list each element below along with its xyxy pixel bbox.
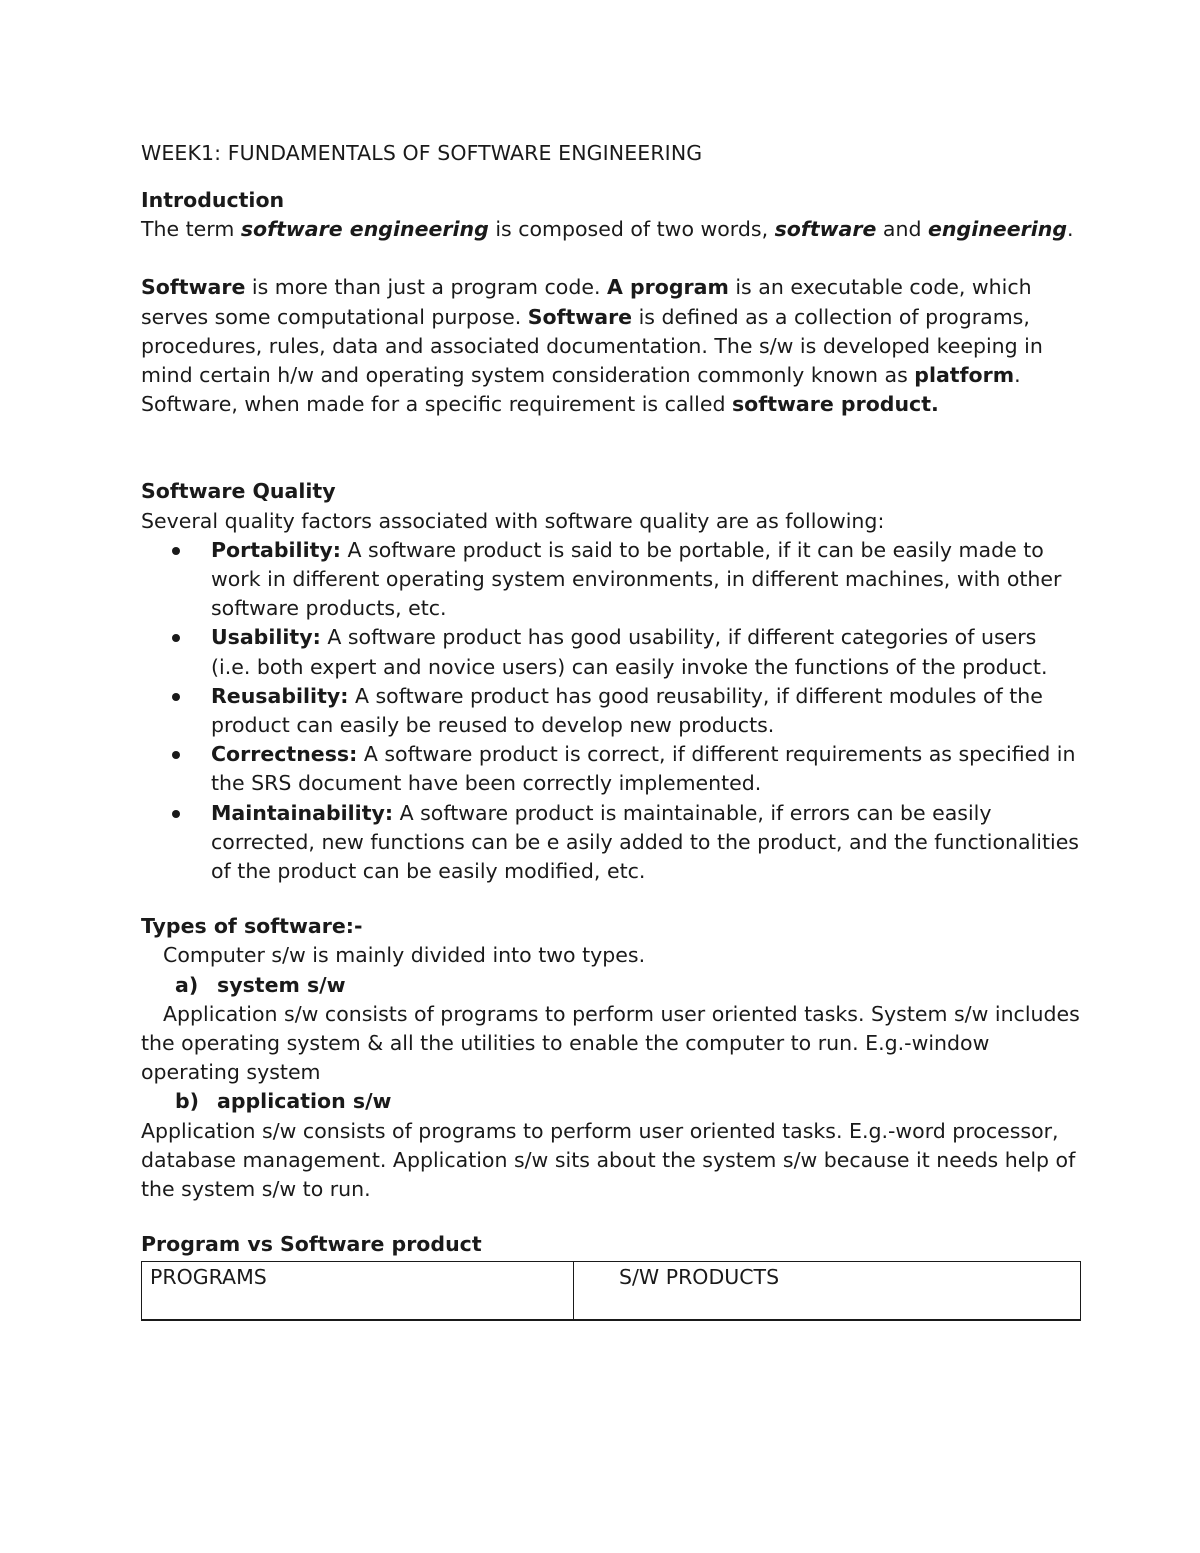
quality-lead: Several quality factors associated with software quality are as following: <box>141 508 885 533</box>
table-header-programs: PROGRAMS <box>142 1261 574 1320</box>
intro-heading: Introduction <box>141 188 285 212</box>
application-sw-subheading: b) application s/w <box>175 1089 392 1114</box>
quality-factor-item: Portability: A software product is said to be portable, if it can be easily made to work in different operating system environments, in different machines, with other software products, etc. <box>141 536 1081 624</box>
types-heading: Types of software:- <box>141 914 363 939</box>
document-page <box>141 139 1081 1321</box>
table-row <box>142 1261 1081 1320</box>
table-header-sw-products: S/W PRODUCTS <box>574 1261 1081 1320</box>
bullet-icon <box>172 693 180 701</box>
quality-factor-item: Usability: A software product has good usability, if different categories of users (i.e. both expert and novice users) can easily invoke the functions of the product. <box>141 623 1081 681</box>
bullet-icon <box>172 547 180 555</box>
system-sw-text: Application s/w consists of programs to perform user oriented tasks. System s/w includes the operating system & all the utilities to enable the computer to run. E.g.-window operating system <box>141 1001 1080 1085</box>
quality-factor-item: Maintainability: A software product is maintainable, if errors can be easily corrected, new functions can be e asily added to the product, and the functionalities of the product can be easily modified, etc. <box>141 799 1081 887</box>
document-title: WEEK1: FUNDAMENTALS OF SOFTWARE ENGINEERING <box>141 141 703 165</box>
comparison-table <box>141 1261 1081 1321</box>
system-sw-subheading: a) system s/w <box>175 972 346 997</box>
quality-heading: Software Quality <box>141 479 336 504</box>
intro-paragraph-2: Software is more than just a program code. A program is an executable code, which serves some computational purpose. Software is defined as a collection of programs, procedures, rules, data and associated documentation. The s/w is developed keeping in mind certain h/w and operating system consideration commonly known as platform. Software, when made for a specific requirement is called software product. <box>141 275 1043 417</box>
bullet-icon <box>172 634 180 642</box>
types-lead: Computer s/w is mainly divided into two types. <box>163 943 646 968</box>
quality-factor-item: Reusability: A software product has good reusability, if different modules of the product can easily be reused to develop new products. <box>141 682 1081 740</box>
application-sw-text: Application s/w consists of programs to perform user oriented tasks. E.g.-word processor, database management. Application s/w sits about the system s/w because it needs help of the system s/w to run. <box>141 1118 1076 1202</box>
bullet-icon <box>172 810 180 818</box>
quality-factor-list <box>141 536 1081 886</box>
comparison-heading: Program vs Software product <box>141 1232 482 1257</box>
intro-paragraph-1: The term software engineering is composed of two words, software and engineering. <box>141 217 1074 242</box>
bullet-icon <box>172 751 180 759</box>
quality-factor-item: Correctness: A software product is correct, if different requirements as specified in the SRS document have been correctly implemented. <box>141 740 1081 798</box>
